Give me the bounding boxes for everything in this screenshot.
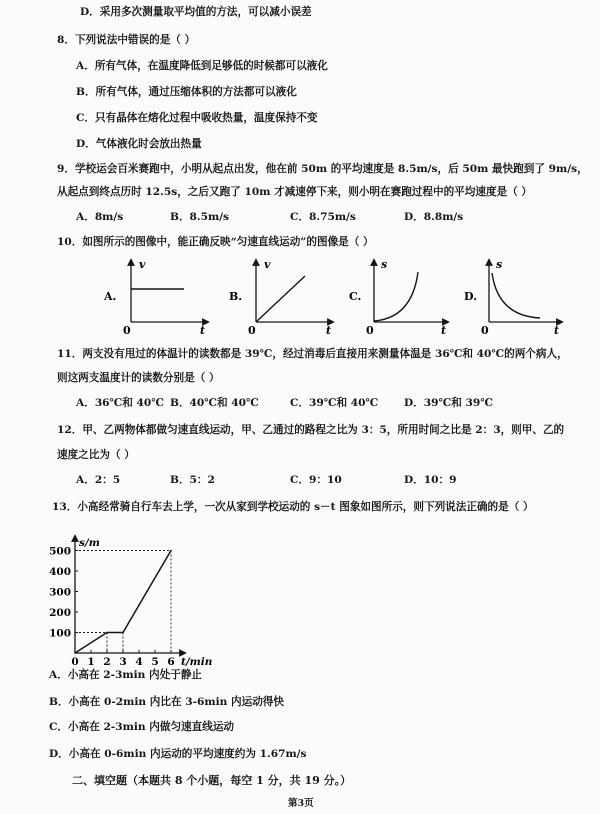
y-axis-label: s/m xyxy=(79,537,100,549)
q11-stem-line2: 则这两支温度计的读数分别是（ ） xyxy=(57,372,220,384)
x-tick-label: 1 xyxy=(87,656,95,668)
q13-option-b: B．小高在 0-2min 内比在 3-6min 内运动得快 xyxy=(49,696,284,708)
q11-option-b: B．40℃和 40℃ xyxy=(170,397,259,409)
q9-option-d: D．8.8m/s xyxy=(404,211,464,223)
section2-heading: 二、填空题（本题共 8 个小题，每空 1 分，共 19 分。） xyxy=(72,774,352,787)
x-tick-label: 4 xyxy=(135,656,143,668)
q12-option-c: C．9：10 xyxy=(290,474,342,486)
q10-graph-c-label: C. xyxy=(349,290,362,303)
q10-graph-c xyxy=(349,258,446,337)
q10-graph-b-origin: 0 xyxy=(248,324,256,337)
data-point xyxy=(74,652,76,654)
x-axis-label: t/min xyxy=(181,656,213,668)
y-tick-label: 200 xyxy=(49,607,71,619)
y-tick-label: 400 xyxy=(49,566,71,578)
q10-graph-a-xlabel: t xyxy=(200,324,206,337)
page-number: 第3页 xyxy=(288,798,314,809)
q13-option-a: A．小高在 2-3min 内处于静止 xyxy=(49,669,203,681)
x-tick-label: 3 xyxy=(119,656,127,668)
x-tick-label: 6 xyxy=(167,656,175,668)
q9-stem-line1: 9．学校运会百米赛跑中，小明从起点出发，他在前 50m 的平均速度是 8.5m/s，后 50m 最快跑到了 9m/s， xyxy=(57,163,588,175)
data-point xyxy=(106,632,108,634)
q11-option-c: C．39℃和 40℃ xyxy=(290,397,379,409)
q8-option-b: B．所有气体，通过压缩体积的方法都可以液化 xyxy=(76,86,297,98)
q13-option-d: D．小高在 0-6min 内运动的平均速度约为 1.67m/s xyxy=(49,748,307,760)
q10-stem: 10．如图所示的图像中，能正确反映“匀速直线运动”的图像是（ ） xyxy=(57,236,374,248)
x-tick-label: 2 xyxy=(103,656,111,668)
q10-graph-d-ylabel: s xyxy=(496,258,503,271)
q7-option-d: D．采用多次测量取平均值的方法，可以减小误差 xyxy=(80,6,312,18)
q10-graph-d-label: D. xyxy=(464,290,477,303)
q10-graph-b-label: B. xyxy=(229,290,243,303)
q9-option-c: C．8.75m/s xyxy=(290,211,356,223)
q10-graph-d-origin: 0 xyxy=(481,324,489,337)
q10-graph-b-xlabel: t xyxy=(326,324,332,337)
q11-stem-line1: 11．两支没有甩过的体温计的读数都是 39℃，经过消毒后直接用来测量体温是 36℃和 40℃的两个病人， xyxy=(57,348,568,360)
q10-graph-a-ylabel: v xyxy=(139,258,146,271)
q10-graph-b xyxy=(229,258,331,337)
q8-option-d: D．气体液化时会放出热量 xyxy=(76,138,202,150)
y-tick-label: 300 xyxy=(49,586,71,599)
q10-graph-b-line xyxy=(256,276,305,322)
x-tick-label: 5 xyxy=(151,656,159,668)
series-line xyxy=(75,551,171,654)
data-point xyxy=(170,550,172,552)
data-point xyxy=(122,632,124,634)
y-tick-label: 100 xyxy=(49,627,71,640)
q11-option-d: D．39℃和 39℃ xyxy=(404,397,493,409)
q10-graph-a xyxy=(103,258,206,337)
q10-graph-d xyxy=(464,258,560,337)
q12-option-a: A．2：5 xyxy=(76,474,121,486)
q9-option-a: A．8m/s xyxy=(76,211,124,223)
q10-graph-a-label: A. xyxy=(104,290,117,303)
q12-option-d: D．10：9 xyxy=(404,474,457,486)
q10-graph-d-curve xyxy=(492,273,540,318)
q9-option-b: B．8.5m/s xyxy=(170,211,230,223)
q8-option-a: A．所有气体，在温度降低到足够低的时候都可以液化 xyxy=(76,60,328,72)
q8-option-c: C．只有晶体在熔化过程中吸收热量，温度保持不变 xyxy=(76,112,318,124)
y-tick-label: 500 xyxy=(49,545,71,558)
q12-stem-line1: 12．甲、乙两物体都做匀速直线运动，甲、乙通过的路程之比为 3：5，所用时间之比是 2：3，则甲、乙的 xyxy=(57,424,565,436)
q11-option-a: A．36℃和 40℃ xyxy=(76,397,164,409)
q10-graph-c-origin: 0 xyxy=(366,324,374,337)
q8-stem: 8．下列说法中错误的是（ ） xyxy=(57,34,196,46)
q10-graph-c-xlabel: t xyxy=(441,324,447,337)
q12-option-b: B．5：2 xyxy=(170,474,215,486)
q12-stem-line2: 速度之比为（ ） xyxy=(57,449,135,461)
q13-stem: 13．小高经常骑自行车去上学，一次从家到学校运动的 s－t 图象如图所示，则下列说法正确的是（ ） xyxy=(52,501,534,513)
x-tick-label: 0 xyxy=(71,656,79,668)
q13-option-c: C．小高在 2-3min 内做匀速直线运动 xyxy=(49,721,235,733)
q10-graph-b-ylabel: v xyxy=(264,258,271,271)
q10-graph-a-origin: 0 xyxy=(123,324,131,337)
q9-stem-line2: 从起点到终点历时 12.5s，之后又跑了 10m 才减速停下来，则小明在赛跑过程中的平均速度是（ ） xyxy=(57,186,533,198)
q10-graph-d-xlabel: t xyxy=(554,324,560,337)
q10-graph-c-curve xyxy=(374,272,418,321)
q10-graph-c-ylabel: s xyxy=(381,258,388,271)
